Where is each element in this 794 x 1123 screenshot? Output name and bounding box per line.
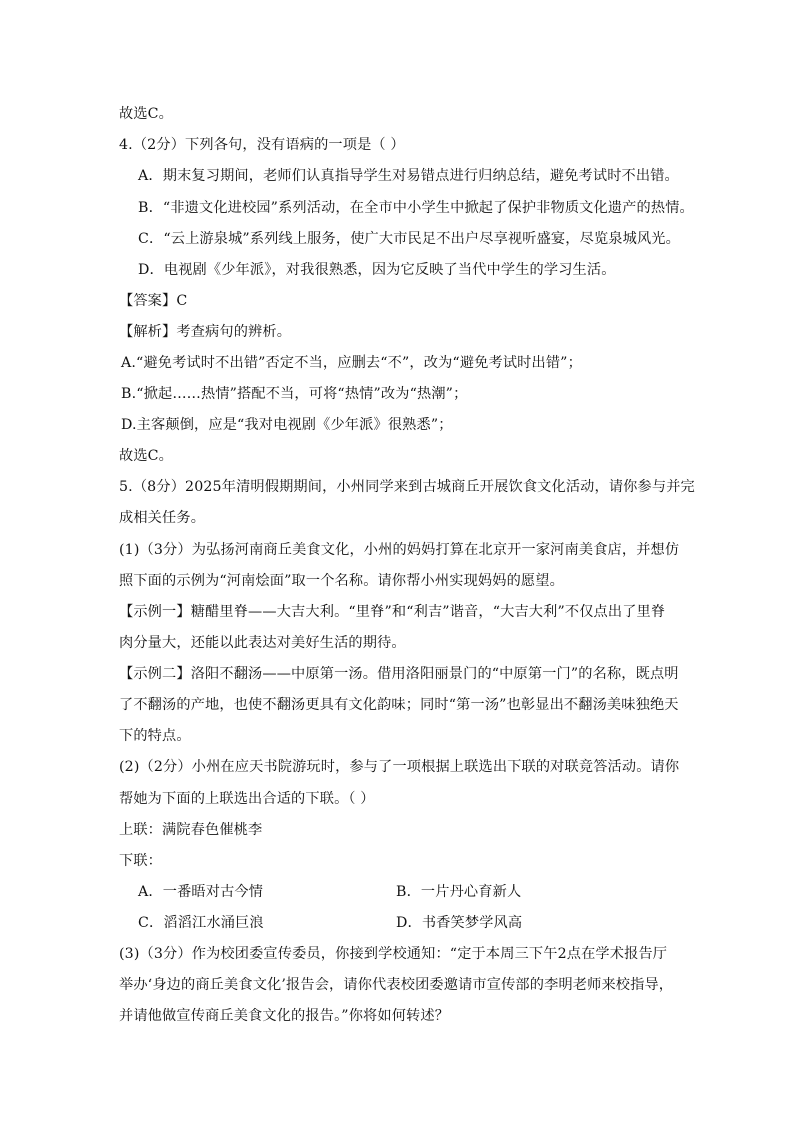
- answer-line: 【答案】C: [119, 293, 188, 309]
- analysis-b: B.“掀起……热情”搭配不当，可将“热情”改为“热潮”；: [121, 386, 468, 402]
- question-4-stem: 4.（2分）下列各句，没有语病的一项是（ ）: [119, 137, 405, 153]
- conclusion-line-2: 故选C。: [119, 448, 174, 464]
- question-4-option-a: A．期末复习期间，老师们认真指导学生对易错点进行归纳总结，避免考试时不出错。: [138, 168, 679, 184]
- couplet-option-c: C．滔滔江水涌巨浪: [138, 915, 264, 931]
- question-5-stem: 5.（8分）2025年清明假期期间，小州同学来到古城商丘开展饮食文化活动，请你参与并完: [119, 479, 695, 495]
- couplet-option-d: D．书香笑梦学风高: [396, 915, 523, 931]
- subq-2-line-1: (2)（2分）小州在应天书院游玩时，参与了一项根据上联选出下联的对联竞答活动。请你: [119, 759, 680, 775]
- subq-3-line-2: 举办‘身边的商丘美食文化’报告会，请你代表校团委邀请市宣传部的李明老师来校指导，: [119, 977, 674, 993]
- analysis-d: D.主客颠倒，应是“我对电视剧《少年派》很熟悉”；: [121, 417, 453, 433]
- question-4-option-d: D．电视剧《少年派》，对我很熟悉，因为它反映了当代中学生的学习生活。: [138, 262, 616, 278]
- example-2-line-2: 了不翻汤的产地，也使不翻汤更具有文化韵味；同时“第一汤”也彰显出不翻汤美味独绝天: [119, 697, 679, 713]
- analysis-heading: 【解析】考查病句的辨析。: [119, 324, 292, 340]
- example-2-line-3: 下的特点。: [119, 728, 191, 744]
- subq-2-line-2: 帮她为下面的上联选出合适的下联。（ ）: [119, 791, 375, 807]
- lower-couplet-label: 下联：: [119, 853, 163, 869]
- conclusion-line: 故选C。: [119, 106, 174, 122]
- couplet-option-a: A．一番晤对古今情: [138, 884, 264, 900]
- question-4-option-c: C．“云上游泉城”系列线上服务，使广大市民足不出户尽享视听盛宴，尽览泉城风光。: [138, 231, 680, 247]
- analysis-a: A.“避免考试时不出错”否定不当，应删去“不”，改为“避免考试时出错”；: [121, 355, 582, 371]
- example-1-line-2: 肉分量大，还能以此表达对美好生活的期待。: [119, 635, 406, 651]
- subq-1-line-1: (1)（3分）为弘扬河南商丘美食文化，小州的妈妈打算在北京开一家河南美食店，并想仿: [119, 542, 680, 558]
- couplet-option-b: B．一片丹心育新人: [396, 884, 522, 900]
- subq-3-line-1: (3)（3分）作为校团委宣传委员，你接到学校通知：“定于本周三下午2点在学术报告厅: [119, 946, 668, 962]
- subq-3-line-3: 并请他做宣传商丘美食文化的报告。”你将如何转述？: [119, 1008, 450, 1024]
- upper-couplet: 上联：满院春色催桃李: [119, 822, 263, 838]
- question-4-option-b: B．“非遗文化进校园”系列活动，在全市中小学生中掀起了保护非物质文化遗产的热情。: [138, 200, 694, 216]
- subq-1-line-2: 照下面的示例为“河南烩面”取一个名称。请你帮小州实现妈妈的愿望。: [119, 573, 564, 589]
- example-2-line-1: 【示例二】洛阳不翻汤——中原第一汤。借用洛阳丽景门的“中原第一门”的名称，既点明: [119, 666, 679, 682]
- question-5-stem-cont: 成相关任务。: [119, 510, 206, 526]
- example-1-line-1: 【示例一】糖醋里脊——大吉大利。“里脊”和“利吉”谐音，“大吉大利”不仅点出了里脊: [119, 604, 666, 620]
